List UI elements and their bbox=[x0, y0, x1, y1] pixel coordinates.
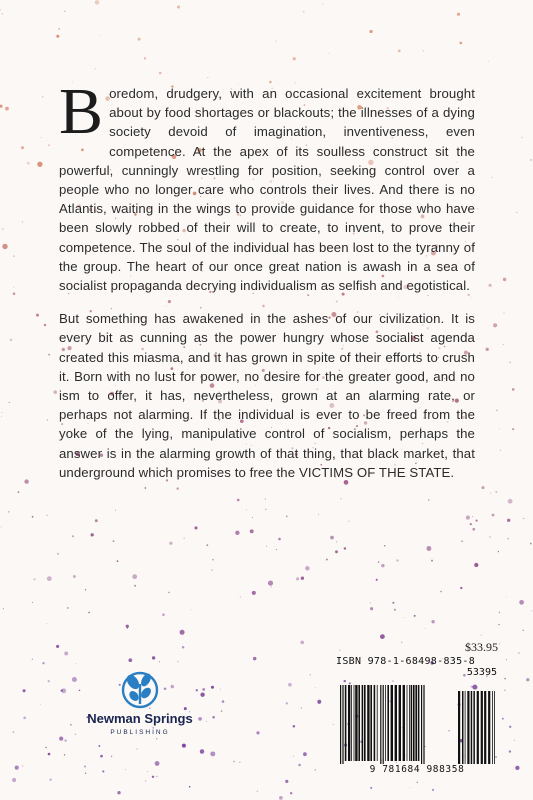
price-label: $33.95 bbox=[465, 640, 498, 654]
isbn-label: ISBN 978-1-68498-835-8 bbox=[336, 656, 476, 667]
supplement-code: 53395 bbox=[466, 667, 497, 678]
blurb-paragraph-1-text: oredom, drudgery, with an occasional excitement brought about by food shortages or blackouts; the illnesses of a dying society devoid of imagination, inventiveness, even competence. At the apex of its soulless construct sit the powerful, cunningly wrestling for position, seeking control over a people who no longer care who controls their lives. And there is no Atlantis, waiting in the wings to provide guidance for those who have been slowly robbed of their will to create, to invent, to prove their competence. The soul of the individual has been lost to the tyranny of the group. The heart of our once great nation is awash in a sea of socialist propaganda decrying individualism as selfish and egotistical. bbox=[59, 86, 475, 294]
back-cover-blurb bbox=[59, 75, 475, 496]
drop-cap: B bbox=[59, 75, 104, 148]
isbn-barcode bbox=[336, 667, 498, 775]
barcode-bars bbox=[336, 677, 498, 777]
blurb-paragraph-1 bbox=[59, 75, 475, 295]
publisher-name: Newman Springs bbox=[87, 711, 193, 726]
blurb-paragraph-2: But something has awakened in the ashes of our civilization. It is every bit as cunning as the power hungry whose socialist agenda created this miasma, and it has grown in spite of their efforts to crush it. Born with no lust for power, no desire for the greater good, and no ism to offer, it has, nevertheless, grown at an alarming rate, or perhaps not alarming. If the individual is ever to be freed from the yoke of the lying, manipulative control of socialism, perhaps the answer is in the alarming growth of that thing, that black market, that underground which promises to free the VICTIMS OF THE STATE. bbox=[59, 311, 475, 480]
publisher-tagline: PUBLISHING bbox=[110, 729, 170, 736]
publisher-logo-icon bbox=[90, 668, 190, 748]
ean-digits: 9 781684 988358 bbox=[336, 764, 498, 775]
